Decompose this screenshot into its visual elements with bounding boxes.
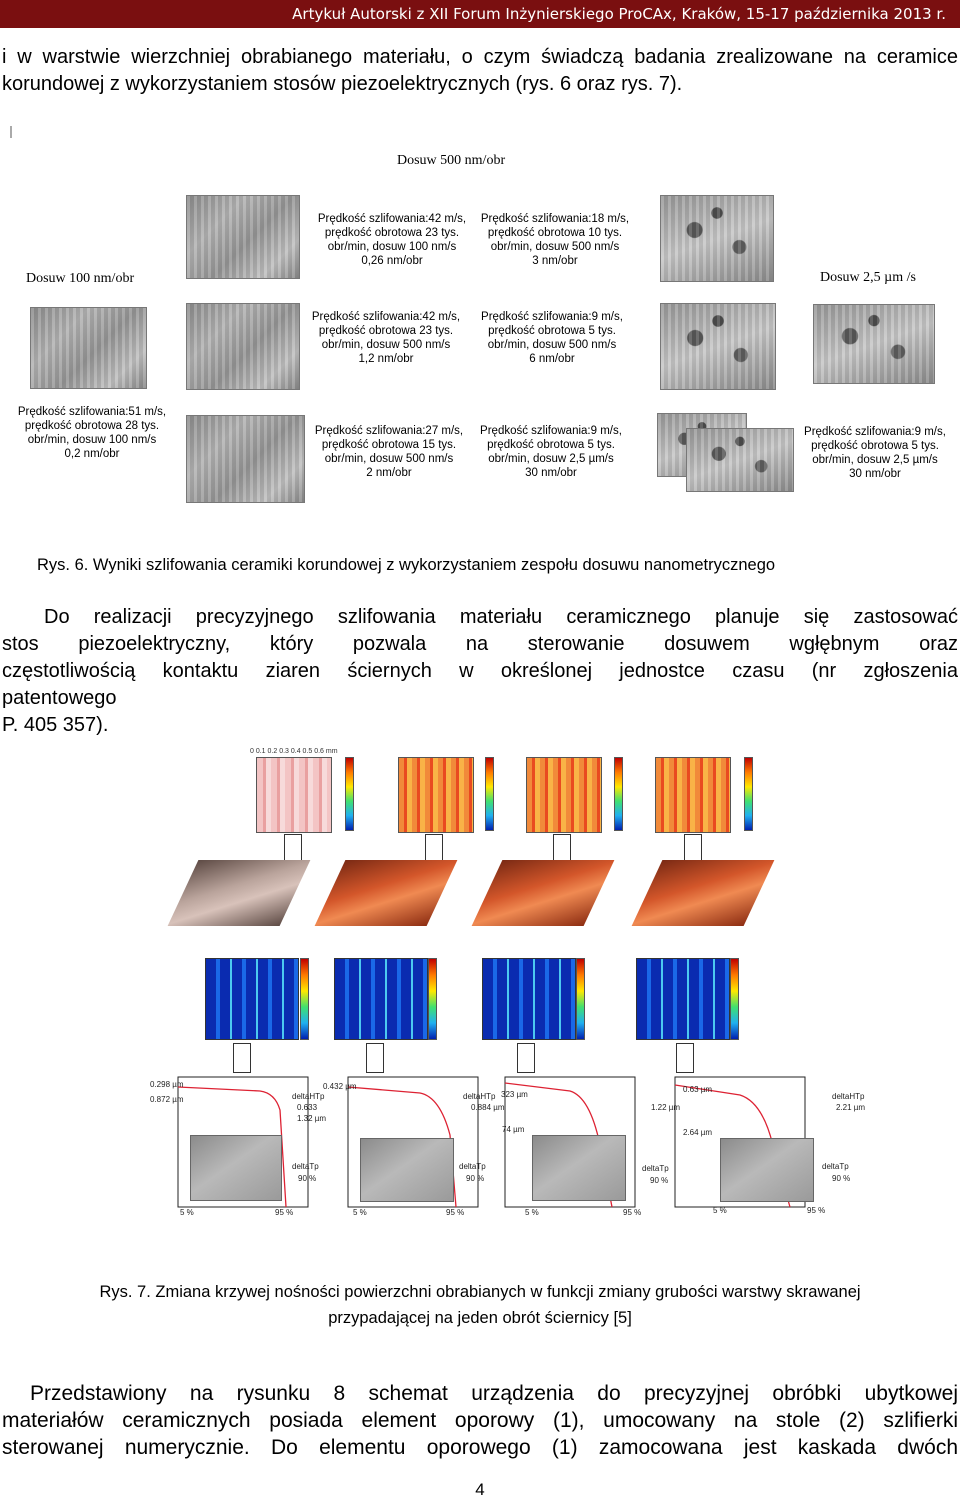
curve-label: 5 %	[525, 1208, 539, 1217]
curve-label: 90 %	[650, 1176, 669, 1185]
header-text: Artykuł Autorski z XII Forum Inżynierskiego ProCAx, Kraków, 15-17 października 2013 r.	[292, 5, 946, 23]
color-scale	[485, 757, 494, 831]
color-scale	[730, 958, 739, 1040]
curve-label: 95 %	[446, 1208, 465, 1217]
surface-3d	[632, 860, 775, 926]
sem-image	[813, 304, 935, 384]
curve-label: 1.22 µm	[651, 1103, 681, 1112]
surface-map	[256, 757, 332, 833]
curve-label: 5 %	[713, 1206, 727, 1215]
curve-label: 323 µm	[501, 1090, 528, 1099]
surface-3d	[472, 860, 615, 926]
sem-image	[186, 303, 300, 390]
paragraph-3: Przedstawiony na rysunku 8 schemat urządzenia do precyzyjnej obróbki ubytkowej materiałów ceramicznych posiada element oporowy (1), umocowany na stole (2) szlifierki sterowanej numerycznie. Do elementu oporowego (1) zamocowana jest kaskada dwóch	[2, 1382, 958, 1459]
frequency-map	[205, 958, 299, 1040]
down-arrow-icon	[676, 1043, 694, 1073]
sem-thumbnail	[190, 1135, 282, 1201]
surface-map	[526, 757, 602, 833]
fig6-label-top: Dosuw 500 nm/obr	[397, 153, 506, 168]
fig6-label-right: Dosuw 2,5 µm /s	[820, 270, 916, 285]
stray-mark	[10, 126, 12, 138]
sem-caption: Prędkość szlifowania:51 m/s, prędkość obrotowa 28 tys. obr/min, dosuw 100 nm/s 0,2 nm/obr	[17, 406, 167, 460]
curve-label: 2.64 µm	[683, 1128, 713, 1137]
sem-caption: Prędkość szlifowania:42 m/s, prędkość obrotowa 23 tys. obr/min, dosuw 500 nm/s 1,2 nm/obr	[311, 311, 461, 365]
paragraph-2: Do realizacji precyzyjnego szlifowania materiału ceramicznego planuje się zastosować stos piezoelektryczny, który pozwala na sterowanie dosuwem wgłębnym oraz częstotliwością kontaktu ziaren ściernych w określonej jednostce czasu (nr zgłoszenia patentowego P. 405 357).	[2, 606, 958, 736]
curve-label: deltaTp	[642, 1164, 669, 1173]
curve-label: 90 %	[466, 1174, 485, 1183]
sem-caption: Prędkość szlifowania:18 m/s, prędkość obrotowa 10 tys. obr/min, dosuw 500 nm/s 3 nm/obr	[480, 213, 630, 267]
curve-label: 0.298 µm	[150, 1080, 184, 1089]
curve-label: 0.872 µm	[150, 1095, 184, 1104]
sem-thumbnail	[720, 1138, 814, 1202]
surface-map	[398, 757, 474, 833]
curve-label: deltaHTp	[292, 1092, 325, 1101]
sem-caption: Prędkość szlifowania:27 m/s, prędkość obrotowa 15 tys. obr/min, dosuw 500 nm/s 2 nm/obr	[314, 425, 464, 479]
down-arrow-icon	[366, 1043, 384, 1073]
page-header	[0, 0, 960, 28]
sem-thumbnail	[532, 1135, 626, 1201]
curve-label: 90 %	[298, 1174, 317, 1183]
curve-label: deltaTp	[292, 1162, 319, 1171]
curve-label: 2.21 µm	[836, 1103, 866, 1112]
color-scale	[345, 757, 354, 831]
sem-image	[660, 303, 776, 390]
sem-image	[186, 415, 305, 503]
surface-map	[655, 757, 731, 833]
color-scale	[744, 757, 753, 831]
color-scale	[300, 958, 309, 1040]
curve-label: 95 %	[275, 1208, 294, 1217]
color-scale	[576, 958, 585, 1040]
curve-label: 0.432 µm	[323, 1082, 357, 1091]
paragraph-1: i w warstwie wierzchniej obrabianego materiału, o czym świadczą badania zrealizowane na ceramice korundowej z wykorzystaniem stosów piezoelektrycznych (rys. 6 oraz rys. 7).	[2, 46, 958, 95]
sem-image	[186, 195, 300, 279]
color-scale	[428, 958, 437, 1040]
sem-image	[660, 195, 774, 282]
frequency-map	[482, 958, 576, 1040]
sem-caption: Prędkość szlifowania:9 m/s, prędkość obrotowa 5 tys. obr/min, dosuw 2,5 µm/s 30 nm/obr	[804, 426, 946, 480]
color-scale	[614, 757, 623, 831]
surface-3d	[315, 860, 458, 926]
curve-label: 95 %	[623, 1208, 642, 1217]
curve-label: 5 %	[353, 1208, 367, 1217]
curve-label: 74 µm	[502, 1125, 525, 1134]
sem-image	[30, 307, 147, 389]
curve-label: 1.32 µm	[297, 1114, 327, 1123]
page-number: 4	[475, 1480, 485, 1499]
sem-caption: Prędkość szlifowania:42 m/s, prędkość obrotowa 23 tys. obr/min, dosuw 100 nm/s 0,26 nm/obr	[317, 213, 467, 267]
curve-label: deltaTp	[822, 1162, 849, 1171]
sem-caption: Prędkość szlifowania:9 m/s, prędkość obrotowa 5 tys. obr/min, dosuw 500 nm/s 6 nm/obr	[481, 311, 623, 365]
axis-ticks: 0 0.1 0.2 0.3 0.4 0.5 0.6 mm	[250, 748, 338, 755]
curve-label: 0.884 µm	[471, 1103, 505, 1112]
fig6-label-left: Dosuw 100 nm/obr	[26, 271, 135, 286]
curve-label: deltaTp	[459, 1162, 486, 1171]
curve-label: 0.633	[297, 1103, 318, 1112]
curve-label: 0.63 µm	[683, 1085, 713, 1094]
curve-label: 5 %	[180, 1208, 194, 1217]
surface-3d	[168, 860, 311, 926]
figure6-caption: Rys. 6. Wyniki szlifowania ceramiki korundowej z wykorzystaniem zespołu dosuwu nanometrycznego	[37, 556, 776, 574]
sem-caption: Prędkość szlifowania:9 m/s, prędkość obrotowa 5 tys. obr/min, dosuw 2,5 µm/s 30 nm/obr	[480, 425, 622, 479]
figure7-caption: Rys. 7. Zmiana krzywej nośności powierzchni obrabianych w funkcji zmiany grubości warstwy skrawanej przypadającej na jeden obrót ściernicy [5]	[99, 1283, 861, 1327]
curve-label: 95 %	[807, 1206, 826, 1215]
frequency-map	[636, 958, 730, 1040]
down-arrow-icon	[517, 1043, 535, 1073]
sem-thumbnail	[360, 1138, 454, 1202]
curve-label: deltaHTp	[832, 1092, 865, 1101]
curve-label: 90 %	[832, 1174, 851, 1183]
sem-image	[686, 428, 794, 492]
frequency-map	[334, 958, 428, 1040]
curve-label: deltaHTp	[463, 1092, 496, 1101]
down-arrow-icon	[233, 1043, 251, 1073]
